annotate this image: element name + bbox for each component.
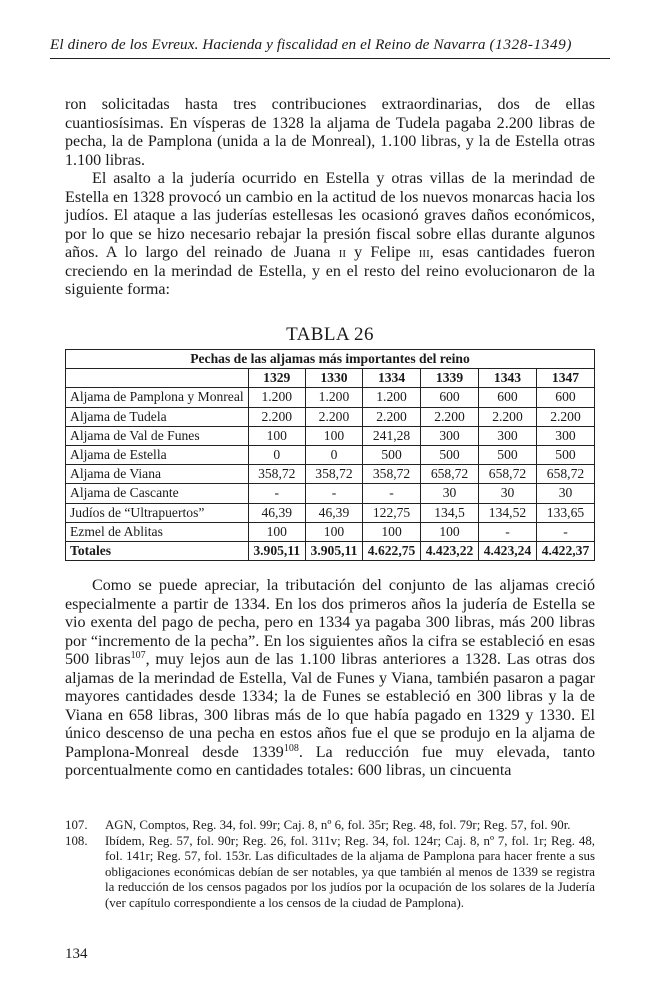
cell-value: 2.200 bbox=[363, 407, 421, 426]
paragraph bbox=[65, 170, 595, 300]
cell-value: 3.905,11 bbox=[305, 541, 362, 560]
header-year: 1334 bbox=[363, 369, 421, 388]
header-title: El dinero de los Evreux. Hacienda y fiscalidad en el Reino de Navarra bbox=[50, 36, 486, 53]
table-caption: Pechas de las aljamas más importantes del reino bbox=[66, 350, 595, 369]
table-row bbox=[66, 484, 595, 503]
cell-value: 1.200 bbox=[248, 388, 305, 407]
cell-value: 658,72 bbox=[421, 465, 479, 484]
row-label: Aljama de Estella bbox=[66, 445, 249, 464]
table-row bbox=[66, 503, 595, 522]
paragraph-text: y Felipe bbox=[346, 244, 419, 261]
cell-value: 4.423,24 bbox=[479, 541, 537, 560]
cell-value: 46,39 bbox=[305, 503, 362, 522]
footnote-ref[interactable]: 108 bbox=[283, 742, 299, 754]
header-year: 1343 bbox=[479, 369, 537, 388]
cell-value: 241,28 bbox=[363, 426, 421, 445]
table-row bbox=[66, 388, 595, 407]
header-empty bbox=[66, 369, 249, 388]
cell-value: 0 bbox=[248, 445, 305, 464]
cell-value: 100 bbox=[305, 522, 362, 541]
cell-value: 300 bbox=[479, 426, 537, 445]
footnotes bbox=[65, 818, 595, 912]
footnote bbox=[65, 834, 595, 912]
footnote-ref[interactable]: 107 bbox=[130, 650, 146, 661]
cell-value: 134,5 bbox=[421, 503, 479, 522]
cell-value: 100 bbox=[248, 426, 305, 445]
table-caption-row bbox=[66, 350, 595, 369]
header-year: 1339 bbox=[421, 369, 479, 388]
body-text-bottom bbox=[65, 577, 595, 781]
cell-value: 658,72 bbox=[536, 465, 594, 484]
row-label: Aljama de Val de Funes bbox=[66, 426, 249, 445]
paragraph-text: , muy lejos aun de las 1.100 libras anteriores a 1328. Las otras dos aljamas de la merindad de Estella, Val de Funes y Viana, también pasaron a pagar mayores cantidades desde 1334; la de Funes se estableció en 300 libras y la de Viana en 658 libras, 300 libras más de lo que había pagado en 1329 y 1330. El único descenso de una pecha en estos años fue el que se produjo en la aljama de Pamplona-Monreal desde 1339 bbox=[65, 651, 595, 761]
cell-value: 1.200 bbox=[305, 388, 362, 407]
cell-value: 122,75 bbox=[363, 503, 421, 522]
cell-value: 500 bbox=[536, 445, 594, 464]
cell-value: 134,52 bbox=[479, 503, 537, 522]
page-number: 134 bbox=[65, 946, 88, 962]
row-label: Aljama de Pamplona y Monreal bbox=[66, 388, 249, 407]
paragraph bbox=[65, 577, 595, 781]
footnote-number: 107. bbox=[65, 818, 88, 832]
footnote-number: 108. bbox=[65, 833, 88, 848]
paragraph-text: El asalto a la judería ocurrido en Estella y otras villas de la merindad de Estella en 1328 provocó un cambio en la actitud de los nuevos monarcas hacia los judíos. El ataque a las juderías estellesas les ocasionó graves daños económicos, por lo que se hizo necesario rebajar la presión fiscal sobre ellas durante algunos años. A lo largo del reinado de Juana bbox=[65, 170, 595, 261]
roman-numeral: iii bbox=[418, 244, 430, 261]
paragraph-text: Como se puede apreciar, la tributación del conjunto de las aljamas creció especialmente a partir de 1334. En los dos primeros años la judería de Estella se vio exenta del pago de pecha, pero en 1334 ya pagaba 300 libras, más 200 libras por “incremento de la pecha”. En los siguientes años la cifra se estableció en esas 500 libras bbox=[65, 577, 595, 668]
cell-value: - bbox=[479, 522, 537, 541]
paragraph: ron solicitadas hasta tres contribuciones extraordinarias, dos de ellas cuantiosísimas. En vísperas de 1328 la aljama de Tudela pagaba 2.200 libras de pecha, la de Pamplona (unida a la de Monreal), 1.100 libras, y la de Estella otras 1.100 libras. bbox=[65, 96, 595, 169]
cell-value: - bbox=[536, 522, 594, 541]
row-label: Judíos de “Ultrapuertos” bbox=[66, 503, 249, 522]
data-table bbox=[65, 349, 595, 561]
footnote bbox=[65, 818, 595, 834]
row-label: Totales bbox=[66, 541, 249, 560]
cell-value: 500 bbox=[421, 445, 479, 464]
cell-value: 30 bbox=[479, 484, 537, 503]
cell-value: - bbox=[305, 484, 362, 503]
cell-value: 3.905,11 bbox=[248, 541, 305, 560]
running-header bbox=[50, 36, 610, 54]
cell-value: 358,72 bbox=[363, 465, 421, 484]
table-title: TABLA 26 bbox=[286, 324, 374, 345]
table-row bbox=[66, 445, 595, 464]
cell-value: 600 bbox=[479, 388, 537, 407]
cell-value: 658,72 bbox=[479, 465, 537, 484]
cell-value: 300 bbox=[536, 426, 594, 445]
cell-value: 46,39 bbox=[248, 503, 305, 522]
header-years: (1328-1349) bbox=[489, 36, 572, 53]
header-year: 1329 bbox=[248, 369, 305, 388]
table-row bbox=[66, 522, 595, 541]
cell-value: 4.423,22 bbox=[421, 541, 479, 560]
cell-value: 358,72 bbox=[248, 465, 305, 484]
cell-value: - bbox=[248, 484, 305, 503]
cell-value: 2.200 bbox=[536, 407, 594, 426]
row-label: Aljama de Cascante bbox=[66, 484, 249, 503]
cell-value: 100 bbox=[248, 522, 305, 541]
cell-value: 500 bbox=[479, 445, 537, 464]
cell-value: 133,65 bbox=[536, 503, 594, 522]
footnote-text: Ibídem, Reg. 57, fol. 90r; Reg. 26, fol. 311v; Reg. 34, fol. 124r; Caj. 8, nº 7, fol. 1r; Reg. 48, fol. 141r; Reg. 57, fol. 153r. Las dificultades de la aljama de Pamplona para hacer frente a sus obligaciones económicas debían de ser notables, ya que también al menos de 1339 se registra la reducción de los censos pagados por los judíos por la ocupación de los solares de la Judería (ver capítulo correspondiente a los censos de la ciudad de Pamplona). bbox=[105, 833, 595, 910]
paragraph-text: . La reducción fue muy elevada, tanto porcentualmente como en cantidades totales: 600 libras, un cincuenta bbox=[65, 743, 596, 779]
table-header-row bbox=[66, 369, 595, 388]
cell-value: 500 bbox=[363, 445, 421, 464]
cell-value: 100 bbox=[363, 522, 421, 541]
cell-value: 2.200 bbox=[248, 407, 305, 426]
header-rule bbox=[50, 58, 610, 59]
cell-value: 4.422,37 bbox=[536, 541, 594, 560]
table-row bbox=[66, 465, 595, 484]
cell-value: 2.200 bbox=[305, 407, 362, 426]
cell-value: 100 bbox=[305, 426, 362, 445]
cell-value: 600 bbox=[421, 388, 479, 407]
paragraph-text: , esas cantidades fueron creciendo en la merindad de Estella, y en el resto del reino evolucionaron de la siguiente forma: bbox=[65, 244, 595, 298]
body-text-top bbox=[65, 96, 595, 300]
header-year: 1330 bbox=[305, 369, 362, 388]
cell-value: 4.622,75 bbox=[363, 541, 421, 560]
cell-value: 30 bbox=[536, 484, 594, 503]
table-row bbox=[66, 407, 595, 426]
row-label: Aljama de Viana bbox=[66, 465, 249, 484]
table-total-row bbox=[66, 541, 595, 560]
cell-value: 0 bbox=[305, 445, 362, 464]
cell-value: 2.200 bbox=[421, 407, 479, 426]
cell-value: 300 bbox=[421, 426, 479, 445]
row-label: Aljama de Tudela bbox=[66, 407, 249, 426]
cell-value: - bbox=[363, 484, 421, 503]
table-row bbox=[66, 426, 595, 445]
cell-value: 358,72 bbox=[305, 465, 362, 484]
roman-numeral: ii bbox=[338, 244, 347, 261]
cell-value: 100 bbox=[421, 522, 479, 541]
row-label: Ezmel de Ablitas bbox=[66, 522, 249, 541]
cell-value: 600 bbox=[536, 388, 594, 407]
cell-value: 2.200 bbox=[479, 407, 537, 426]
cell-value: 1.200 bbox=[363, 388, 421, 407]
footnote-text: AGN, Comptos, Reg. 34, fol. 99r; Caj. 8, nº 6, fol. 35r; Reg. 48, fol. 79r; Reg. 57, fol. 90r. bbox=[105, 818, 571, 832]
header-year: 1347 bbox=[536, 369, 594, 388]
cell-value: 30 bbox=[421, 484, 479, 503]
